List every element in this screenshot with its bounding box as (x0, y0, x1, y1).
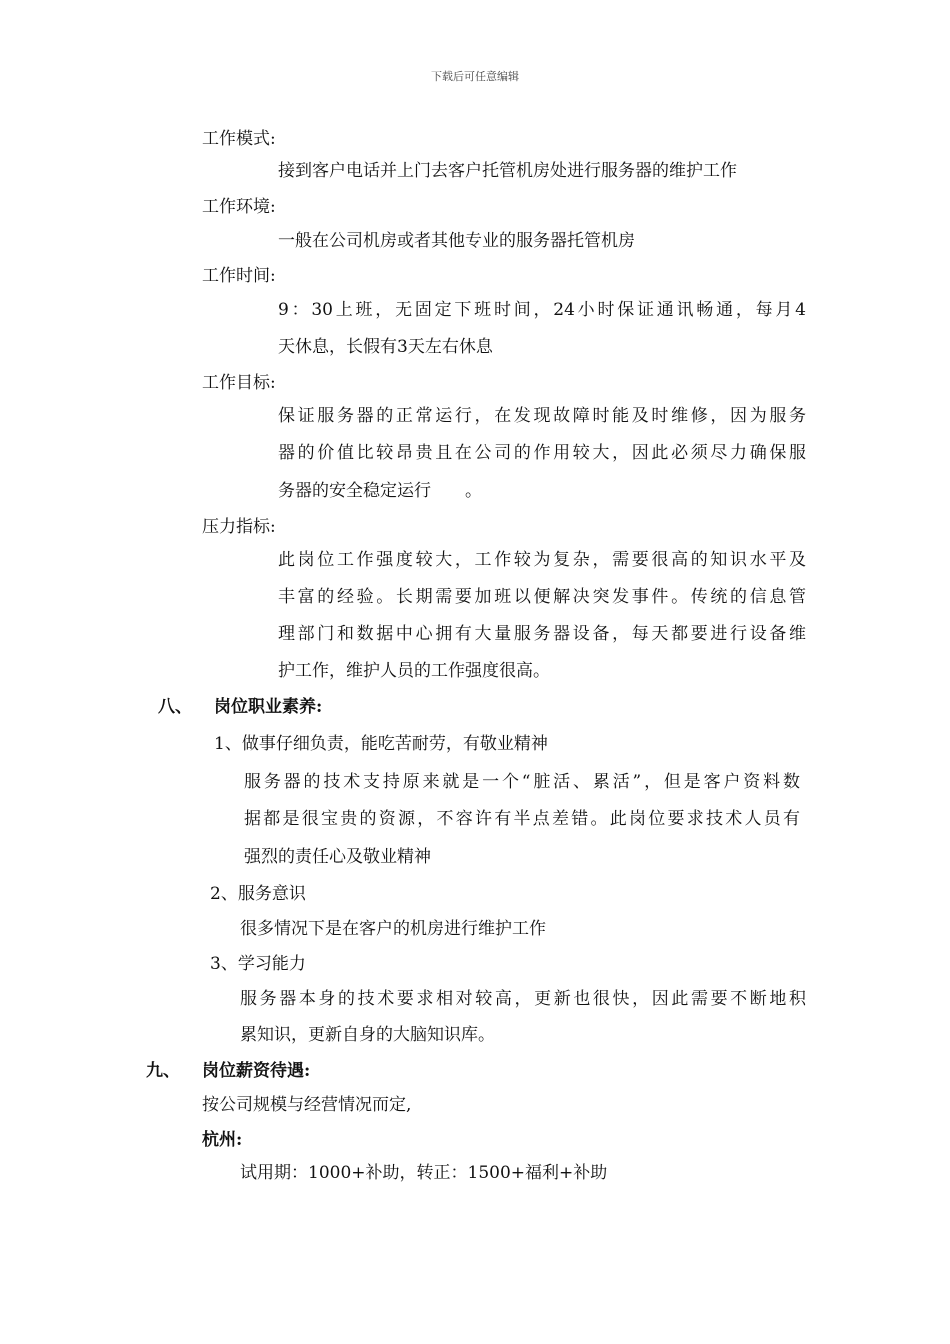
section-number: 八、 (158, 697, 192, 717)
item-heading: 3、学习能力 (210, 954, 306, 974)
header-watermark: 下载后可任意编辑 (431, 70, 519, 83)
work-time-line: 9：30上班，无固定下班时间，24小时保证通讯畅通，每月4 (278, 300, 806, 320)
item-line: 服务器本身的技术要求相对较高，更新也很快，因此需要不断地积 (240, 989, 806, 1009)
item-line: 很多情况下是在客户的机房进行维护工作 (240, 919, 546, 939)
item-heading: 2、服务意识 (210, 884, 306, 904)
item-line: 累知识，更新自身的大脑知识库。 (240, 1025, 495, 1045)
work-time-label: 工作时间: (202, 266, 276, 286)
section-title: 岗位薪资待遇: (202, 1061, 311, 1081)
pressure-line: 此岗位工作强度较大，工作较为复杂，需要很高的知识水平及 (278, 550, 806, 570)
salary-intro: 按公司规模与经营情况而定, (202, 1095, 412, 1115)
item-line: 服务器的技术支持原来就是一个“脏活、累活”，但是客户资料数 (244, 772, 800, 792)
work-env-text: 一般在公司机房或者其他专业的服务器托管机房 (278, 231, 635, 251)
section-title: 岗位职业素养: (214, 697, 323, 717)
pressure-line: 理部门和数据中心拥有大量服务器设备，每天都要进行设备维 (278, 624, 806, 644)
item-line: 强烈的责任心及敬业精神 (244, 847, 431, 867)
work-env-label: 工作环境: (202, 197, 276, 217)
item-line: 据都是很宝贵的资源，不容许有半点差错。此岗位要求技术人员有 (244, 809, 800, 829)
city-label: 杭州: (202, 1130, 243, 1150)
pressure-line: 丰富的经验。长期需要加班以便解决突发事件。传统的信息管 (278, 587, 806, 607)
item-heading: 1、做事仔细负责，能吃苦耐劳，有敬业精神 (214, 734, 548, 754)
work-goal-line: 器的价值比较昂贵且在公司的作用较大，因此必须尽力确保服 (278, 443, 806, 463)
work-goal-label: 工作目标: (202, 373, 276, 393)
work-goal-line: 保证服务器的正常运行，在发现故障时能及时维修，因为服务 (278, 406, 806, 426)
work-mode-label: 工作模式: (202, 129, 276, 149)
salary-detail: 试用期：1000+补助，转正：1500+福利+补助 (240, 1163, 608, 1183)
work-mode-text: 接到客户电话并上门去客户托管机房处进行服务器的维护工作 (278, 161, 737, 181)
work-goal-line: 务器的安全稳定运行 。 (278, 481, 482, 501)
pressure-label: 压力指标: (202, 517, 276, 537)
work-time-line: 天休息，长假有3天左右休息 (278, 337, 493, 357)
section-number: 九、 (146, 1061, 180, 1081)
pressure-line: 护工作，维护人员的工作强度很高。 (278, 661, 550, 681)
